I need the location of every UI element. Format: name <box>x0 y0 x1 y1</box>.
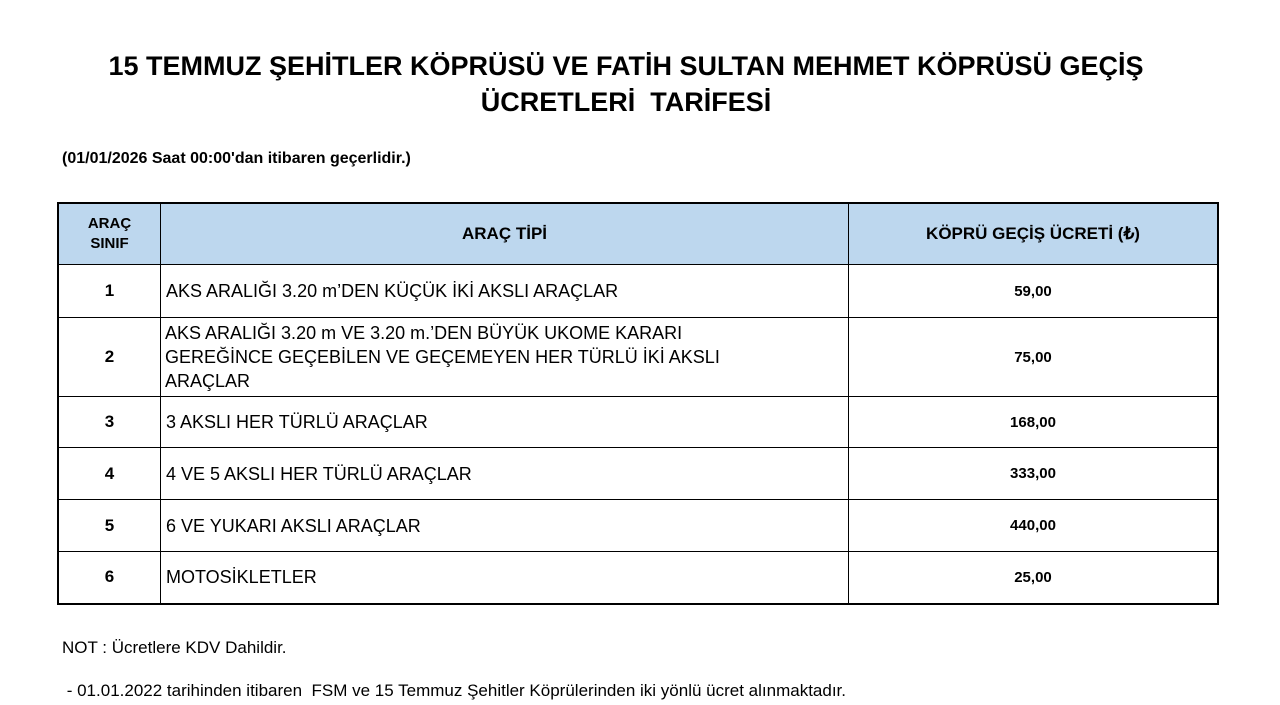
vehicle-class: 2 <box>58 318 161 397</box>
toll-fee: 333,00 <box>849 448 1219 500</box>
header-class-line1: ARAÇ <box>87 215 132 232</box>
vehicle-class: 3 <box>58 397 161 448</box>
vehicle-type: AKS ARALIĞI 3.20 m VE 3.20 m.’DEN BÜYÜK UKOME KARARI GEREĞİNCE GEÇEBİLEN VE GEÇEMEYEN HER TÜRLÜ İKİ AKSLI ARAÇLAR <box>161 318 849 397</box>
page-title <box>0 48 1252 120</box>
table-row <box>58 448 1218 500</box>
vehicle-type: 3 AKSLI HER TÜRLÜ ARAÇLAR <box>161 397 849 448</box>
header-class-line2: SINIF <box>90 235 129 252</box>
vehicle-type: MOTOSİKLETLER <box>161 552 849 604</box>
table-row <box>58 500 1218 552</box>
header-vehicle-class <box>58 203 161 265</box>
table-row <box>58 552 1218 604</box>
toll-fee: 59,00 <box>849 265 1219 318</box>
title-line-2: ÜCRETLERİ TARİFESİ <box>480 87 772 117</box>
table-row <box>58 397 1218 448</box>
title-line-1: 15 TEMMUZ ŞEHİTLER KÖPRÜSÜ VE FATİH SULTAN MEHMET KÖPRÜSÜ GEÇİŞ <box>108 51 1144 81</box>
toll-fee: 168,00 <box>849 397 1219 448</box>
table-row <box>58 265 1218 318</box>
two-way-note: - 01.01.2022 tarihinden itibaren FSM ve 15 Temmuz Şehitler Köprülerinden iki yönlü ücret alınmaktadır. <box>62 681 846 700</box>
header-vehicle-type: ARAÇ TİPİ <box>161 203 849 265</box>
header-toll-fee: KÖPRÜ GEÇİŞ ÜCRETİ (₺) <box>849 203 1219 265</box>
toll-fee: 440,00 <box>849 500 1219 552</box>
vehicle-class: 1 <box>58 265 161 318</box>
vehicle-type: AKS ARALIĞI 3.20 m’DEN KÜÇÜK İKİ AKSLI ARAÇLAR <box>161 265 849 318</box>
vat-note: NOT : Ücretlere KDV Dahildir. <box>62 638 287 657</box>
table-header-row <box>58 203 1218 265</box>
table-row <box>58 318 1218 397</box>
vehicle-class: 4 <box>58 448 161 500</box>
vehicle-type: 4 VE 5 AKSLI HER TÜRLÜ ARAÇLAR <box>161 448 849 500</box>
toll-fee: 75,00 <box>849 318 1219 397</box>
vehicle-type: 6 VE YUKARI AKSLI ARAÇLAR <box>161 500 849 552</box>
vehicle-class: 6 <box>58 552 161 604</box>
toll-fee: 25,00 <box>849 552 1219 604</box>
toll-tariff-table <box>57 202 1219 605</box>
vehicle-class: 5 <box>58 500 161 552</box>
validity-date: (01/01/2026 Saat 00:00'dan itibaren geçerlidir.) <box>62 150 411 167</box>
